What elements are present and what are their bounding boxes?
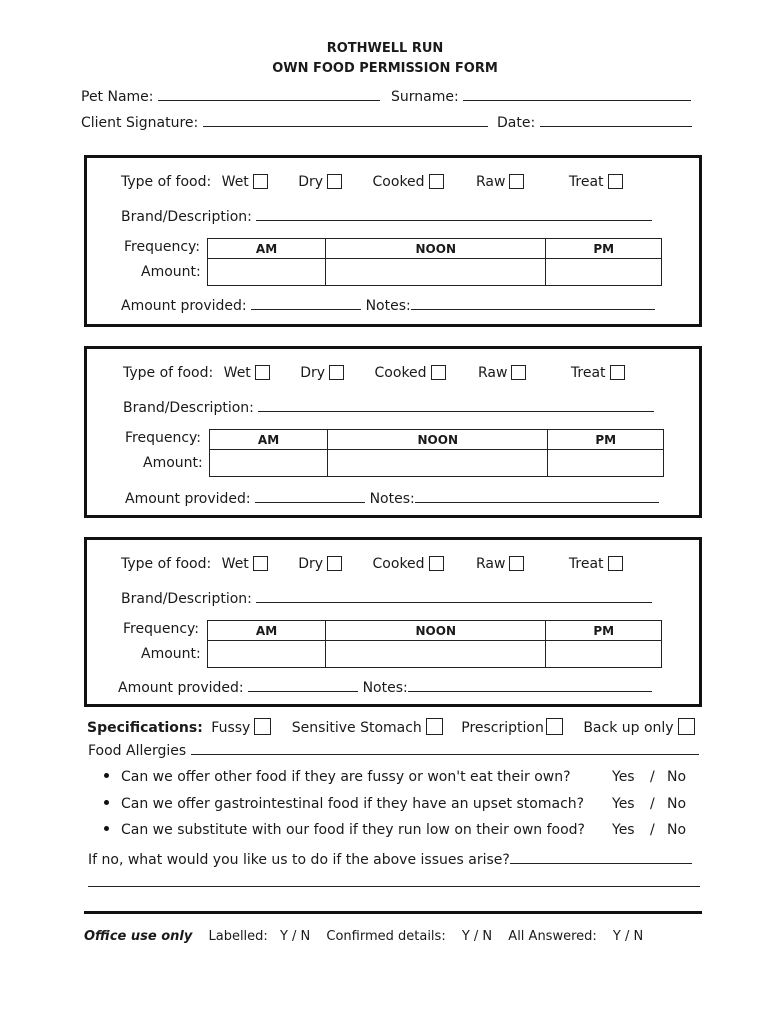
dry-checkbox[interactable] (329, 365, 344, 380)
surname-label: Surname: (391, 89, 459, 105)
wet-checkbox[interactable] (253, 556, 268, 571)
noon-header: NOON (326, 239, 546, 259)
option-raw-label: Raw (476, 174, 506, 190)
cooked-checkbox[interactable] (431, 365, 446, 380)
no-option[interactable]: No (667, 769, 687, 785)
food-type-row-2 (123, 365, 625, 381)
food-type-label: Type of food: (123, 365, 214, 381)
if-no-continuation-field[interactable] (88, 874, 700, 887)
frequency-table-1 (207, 238, 662, 286)
back-up-only-checkbox[interactable] (678, 718, 695, 735)
amount-provided-field[interactable] (255, 490, 365, 503)
pet-name-field[interactable] (158, 88, 380, 101)
spec-backup-label: Back up only (583, 720, 674, 736)
no-option[interactable]: No (667, 796, 687, 812)
bullet-icon (104, 800, 109, 805)
option-dry-label: Dry (300, 365, 326, 381)
pm-header: PM (548, 430, 664, 450)
food-type-row-1 (121, 174, 623, 190)
noon-header: NOON (328, 430, 548, 450)
office-use-label: Office use only (84, 929, 193, 944)
frequency-label: Frequency: (124, 239, 201, 255)
raw-checkbox[interactable] (509, 556, 524, 571)
am-header: AM (208, 621, 326, 641)
answer-separator: / (650, 822, 655, 838)
provided-row-1 (121, 297, 655, 314)
food-type-label: Type of food: (121, 174, 212, 190)
bullet-icon (104, 826, 109, 831)
option-wet-label: Wet (221, 556, 249, 572)
dry-checkbox[interactable] (327, 556, 342, 571)
labelled-label: Labelled: (208, 929, 268, 944)
amount-label: Amount: (143, 455, 203, 471)
cooked-checkbox[interactable] (429, 556, 444, 571)
am-header: AM (208, 239, 326, 259)
amount-provided-label: Amount provided: (121, 298, 247, 314)
food-allergies-label: Food Allergies (88, 743, 187, 759)
am-header: AM (210, 430, 328, 450)
option-cooked-label: Cooked (374, 365, 427, 381)
frequency-table-3 (207, 620, 662, 668)
brand-field[interactable] (256, 590, 652, 603)
raw-checkbox[interactable] (509, 174, 524, 189)
noon-amount-cell[interactable] (328, 450, 548, 477)
pm-header: PM (546, 239, 662, 259)
if-no-row (88, 851, 692, 868)
provided-row-2 (125, 490, 659, 507)
office-divider (84, 911, 702, 914)
pet-name-label: Pet Name: (81, 89, 154, 105)
brand-row-2 (123, 399, 654, 416)
wet-checkbox[interactable] (253, 174, 268, 189)
yes-option[interactable]: Yes (612, 796, 635, 812)
brand-row-3 (121, 590, 652, 607)
treat-checkbox[interactable] (608, 174, 623, 189)
specifications-row (87, 718, 695, 736)
answer-separator: / (650, 769, 655, 785)
pm-header: PM (546, 621, 662, 641)
option-raw-label: Raw (478, 365, 508, 381)
pm-amount-cell[interactable] (548, 450, 664, 477)
client-signature-label: Client Signature: (81, 115, 199, 131)
surname-field[interactable] (463, 88, 691, 101)
dry-checkbox[interactable] (327, 174, 342, 189)
noon-amount-cell[interactable] (326, 641, 546, 668)
option-treat-label: Treat (568, 556, 604, 572)
brand-label: Brand/Description: (121, 591, 252, 607)
office-use-row (84, 929, 643, 944)
raw-checkbox[interactable] (511, 365, 526, 380)
option-dry-label: Dry (298, 174, 324, 190)
if-no-field[interactable] (510, 851, 692, 864)
provided-row-3 (118, 679, 652, 696)
client-signature-field[interactable] (203, 114, 488, 127)
spec-fussy-label: Fussy (211, 720, 251, 736)
option-treat-label: Treat (570, 365, 606, 381)
option-wet-label: Wet (221, 174, 249, 190)
question-text: Can we offer gastrointestinal food if they have an upset stomach? (121, 796, 585, 812)
sensitive-stomach-checkbox[interactable] (426, 718, 443, 735)
notes-field[interactable] (415, 490, 659, 503)
date-field[interactable] (540, 114, 692, 127)
option-treat-label: Treat (568, 174, 604, 190)
noon-amount-cell[interactable] (326, 259, 546, 286)
wet-checkbox[interactable] (255, 365, 270, 380)
frequency-table-2 (209, 429, 664, 477)
date-label: Date: (497, 115, 536, 131)
date-row (497, 114, 692, 131)
amount-provided-field[interactable] (251, 297, 361, 310)
amount-provided-label: Amount provided: (125, 491, 251, 507)
bullet-icon (104, 773, 109, 778)
option-wet-label: Wet (223, 365, 251, 381)
confirmed-value[interactable]: Y / N (461, 929, 493, 944)
option-cooked-label: Cooked (372, 174, 425, 190)
notes-field[interactable] (411, 297, 655, 310)
notes-field[interactable] (408, 679, 652, 692)
spec-sensitive-label: Sensitive Stomach (291, 720, 422, 736)
frequency-label: Frequency: (125, 430, 202, 446)
spec-prescription-label: Prescription (461, 720, 544, 736)
option-raw-label: Raw (476, 556, 506, 572)
no-option[interactable]: No (667, 822, 687, 838)
pm-amount-cell[interactable] (546, 641, 662, 668)
brand-label: Brand/Description: (123, 400, 254, 416)
treat-checkbox[interactable] (608, 556, 623, 571)
brand-field[interactable] (256, 208, 652, 221)
if-no-label: If no, what would you like us to do if the above issues arise? (88, 852, 510, 868)
allergies-row (88, 742, 699, 759)
question-row (104, 796, 704, 812)
answered-label: All Answered: (508, 929, 597, 944)
yes-option[interactable]: Yes (612, 822, 635, 838)
prescription-checkbox[interactable] (546, 718, 563, 735)
option-dry-label: Dry (298, 556, 324, 572)
labelled-value[interactable]: Y / N (279, 929, 311, 944)
fussy-checkbox[interactable] (254, 718, 271, 735)
brand-label: Brand/Description: (121, 209, 252, 225)
specifications-label: Specifications: (87, 720, 203, 736)
form-title-line2: OWN FOOD PERMISSION FORM (272, 61, 498, 76)
option-cooked-label: Cooked (372, 556, 425, 572)
notes-label: Notes: (369, 491, 415, 507)
pet-name-row (81, 88, 380, 105)
treat-checkbox[interactable] (610, 365, 625, 380)
am-amount-cell[interactable] (210, 450, 328, 477)
food-type-label: Type of food: (121, 556, 212, 572)
question-row (104, 822, 704, 838)
frequency-label: Frequency: (123, 621, 200, 637)
notes-label: Notes: (365, 298, 411, 314)
noon-header: NOON (326, 621, 546, 641)
notes-label: Notes: (362, 680, 408, 696)
signature-row (81, 114, 488, 131)
am-amount-cell[interactable] (208, 259, 326, 286)
form-title-line1: ROTHWELL RUN (326, 41, 444, 56)
answer-separator: / (650, 796, 655, 812)
answered-value[interactable]: Y / N (612, 929, 644, 944)
amount-provided-field[interactable] (248, 679, 358, 692)
pm-amount-cell[interactable] (546, 259, 662, 286)
yes-option[interactable]: Yes (612, 769, 635, 785)
question-text: Can we substitute with our food if they run low on their own food? (121, 822, 585, 838)
amount-provided-label: Amount provided: (118, 680, 244, 696)
am-amount-cell[interactable] (208, 641, 326, 668)
food-type-row-3 (121, 556, 623, 572)
surname-row (391, 88, 691, 105)
food-allergies-field[interactable] (191, 742, 699, 755)
brand-row-1 (121, 208, 652, 225)
amount-label: Amount: (141, 264, 201, 280)
confirmed-label: Confirmed details: (326, 929, 446, 944)
question-text: Can we offer other food if they are fussy or won't eat their own? (121, 769, 571, 785)
question-row (104, 769, 704, 785)
cooked-checkbox[interactable] (429, 174, 444, 189)
brand-field[interactable] (258, 399, 654, 412)
amount-label: Amount: (141, 646, 201, 662)
